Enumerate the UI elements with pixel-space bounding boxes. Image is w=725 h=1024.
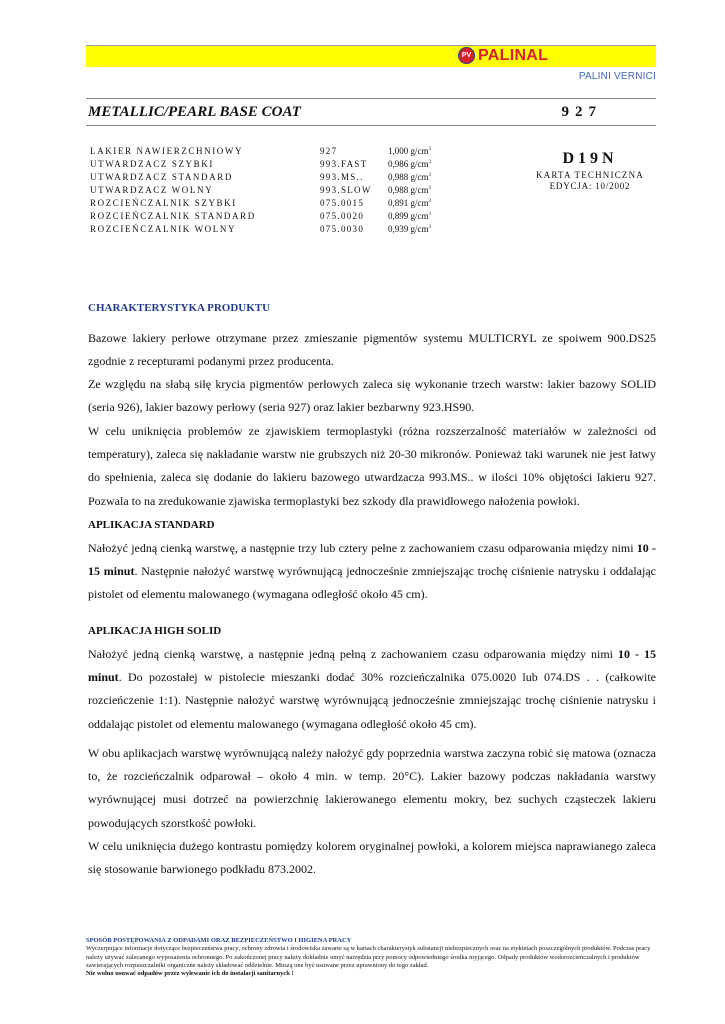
- component-density: 0,988 $g/cm^3$: [388, 185, 431, 195]
- document-info: [530, 150, 650, 191]
- component-name: UTWARDZACZ WOLNY: [90, 185, 214, 195]
- brand-name: PALINAL: [478, 46, 549, 64]
- drying-time: 10 - 15 minut: [88, 541, 656, 579]
- component-name: ROZCIEŃCZALNIK SZYBKI: [90, 198, 237, 208]
- paragraph: W celu uniknięcia dużego kontrastu pomiędzy kolorem oryginalnej powłoki, a kolorem miejsca naprawianego zaleca się stosowanie barwionego podkładu 873.2002.: [88, 839, 656, 877]
- component-code: 075.0015: [320, 198, 365, 208]
- product-title: METALLIC/PEARL BASE COAT: [88, 103, 301, 120]
- component-density: 0,988 $g/cm^3$: [388, 172, 431, 182]
- component-density: 0,891 $g/cm^3$: [388, 198, 431, 208]
- palinal-logo-icon: PV: [458, 47, 475, 64]
- component-name: UTWARDZACZ SZYBKI: [90, 159, 214, 169]
- component-density: 1,000 $g/cm^3$: [388, 146, 431, 156]
- header-bar: [86, 45, 656, 67]
- drying-time: 10 - 15 minut: [88, 647, 656, 685]
- section-heading-standard: APLIKACJA STANDARD: [88, 519, 215, 531]
- component-code: 075.0020: [320, 211, 365, 221]
- product-number: 927: [561, 103, 602, 120]
- footer-heading: SPOSÓB POSTĘPOWANIA Z ODPADAMI ORAZ BEZPIECZEŃSTWO I HIGIENA PRACY: [86, 937, 352, 944]
- paragraph: Bazowe lakiery perłowe otrzymane przez zmieszanie pigmentów systemu MULTICRYL ze spoiwem 900.DS25 zgodnie z recepturami podanymi przez producenta.: [88, 331, 656, 369]
- paragraph: W celu uniknięcia problemów ze zjawiskiem termoplastyki (różna rozszerzalność materiałów w zależności od temperatury), zaleca się nakładanie warstw nie grubszych niż 20-30 mikronów. Ponieważ taki warunek nie jest łatwy do spełnienia, zaleca się dodanie do lakieru bazowego utwardzacza 993.MS.. w ilości 10% objętości lakieru 927. Pozwala to na zredukowanie zjawiska termoplastyki bez szkody dla prawidłowego nałożenia powłoki.: [88, 424, 656, 508]
- document-type: KARTA TECHNICZNA: [535, 170, 645, 180]
- palinal-logo: [458, 45, 548, 66]
- document-edition: EDYCJA: 10/2002: [549, 181, 631, 191]
- component-name: ROZCIEŃCZALNIK STANDARD: [90, 211, 256, 221]
- component-code: 993.FAST: [320, 159, 368, 169]
- component-density: 0,899 $g/cm^3$: [388, 211, 431, 221]
- section-heading-high-solid: APLIKACJA HIGH SOLID: [88, 625, 222, 637]
- component-code: 927: [320, 146, 338, 156]
- paragraph: Nałożyć jedną cienką warstwę, a następnie jedną pełną z zachowaniem czasu odparowania między nimi 10 - 15 minut. Do pozostałej w pistolecie mieszanki dodać 30% rozcieńczalnika 075.0020 lub 074.DS . . (całkowite rozcieńczenie 1:1). Następnie nałożyć warstwę wyrównującą jednocześnie zmniejszając trochę ciśnienie natrysku i oddalając pistolet od elementu malowanego (wymagana odległość około 45 cm).: [88, 647, 656, 731]
- component-name: LAKIER NAWIERZCHNIOWY: [90, 146, 244, 156]
- subbrand: PALINI VERNICI: [578, 71, 656, 82]
- footer-body: Wyczerpujące informacje dotyczące bezpieczeństwa pracy, ochrony zdrowia i środowiska zawarte są w kartach charakterystyk substancji niebezpiecznych oraz na etykietach poszczególnych produktów. Podczas pracy należy używać zalecanego wyposażenia ochronnego. Po zakończonej pracy należy dokładnie umyć narzędzia przy pomocy odpowiedniego środka myjącego. Odpady produktów wodorozcieńczalnych i produktów zawierających rozpuszczalniki organiczne należy składować oddzielnie. Muszą one być usuwane przez uprawniony do tego zakład.: [86, 945, 651, 969]
- section-heading-characteristics: CHARAKTERYSTYKA PRODUKTU: [88, 302, 271, 314]
- footer-warning: Nie wolno usuwać odpadów przez wylewanie ich do instalacji sanitarnych !: [86, 970, 294, 978]
- component-code: 075.0030: [320, 224, 365, 234]
- component-name: UTWARDZACZ STANDARD: [90, 172, 233, 182]
- paragraph: Nałożyć jedną cienką warstwę, a następnie trzy lub cztery pełne z zachowaniem czasu odparowania między nimi 10 - 15 minut. Następnie nałożyć warstwę wyrównującą jednocześnie zmniejszając trochę ciśnienie natrysku i oddalając pistolet od elementu malowanego (wymagana odległość około 45 cm).: [88, 541, 656, 602]
- document-code: D19N: [562, 150, 618, 167]
- component-density: 0,939 $g/cm^3$: [388, 224, 431, 234]
- footer: [86, 937, 658, 978]
- component-name: ROZCIEŃCZALNIK WOLNY: [90, 224, 237, 234]
- component-code: 993.MS..: [320, 172, 364, 182]
- paragraph: W obu aplikacjach warstwę wyrównującą należy nałożyć gdy poprzednia warstwa zaczyna robić się matowa (oznacza to, że rozcieńczalnik odparował – około 4 min. w temp. 20°C). Lakier bazowy podczas nakładania warstwy wyrównującej musi dotrzeć na powierzchnię lakierowanego elementu mokry, bez suchych cząsteczek lakieru powodujących szorstkość powłoki.: [88, 746, 656, 830]
- title-row: [86, 98, 656, 126]
- component-density: 0,986 $g/cm^3$: [388, 159, 431, 169]
- paragraph: Ze względu na słabą siłę krycia pigmentów perłowych zaleca się wykonanie trzech warstw: lakier bazowy SOLID (seria 926), lakier bazowy perłowy (seria 927) oraz lakier bezbarwny 923.HS90.: [88, 377, 656, 415]
- component-code: 993.SLOW: [320, 185, 372, 195]
